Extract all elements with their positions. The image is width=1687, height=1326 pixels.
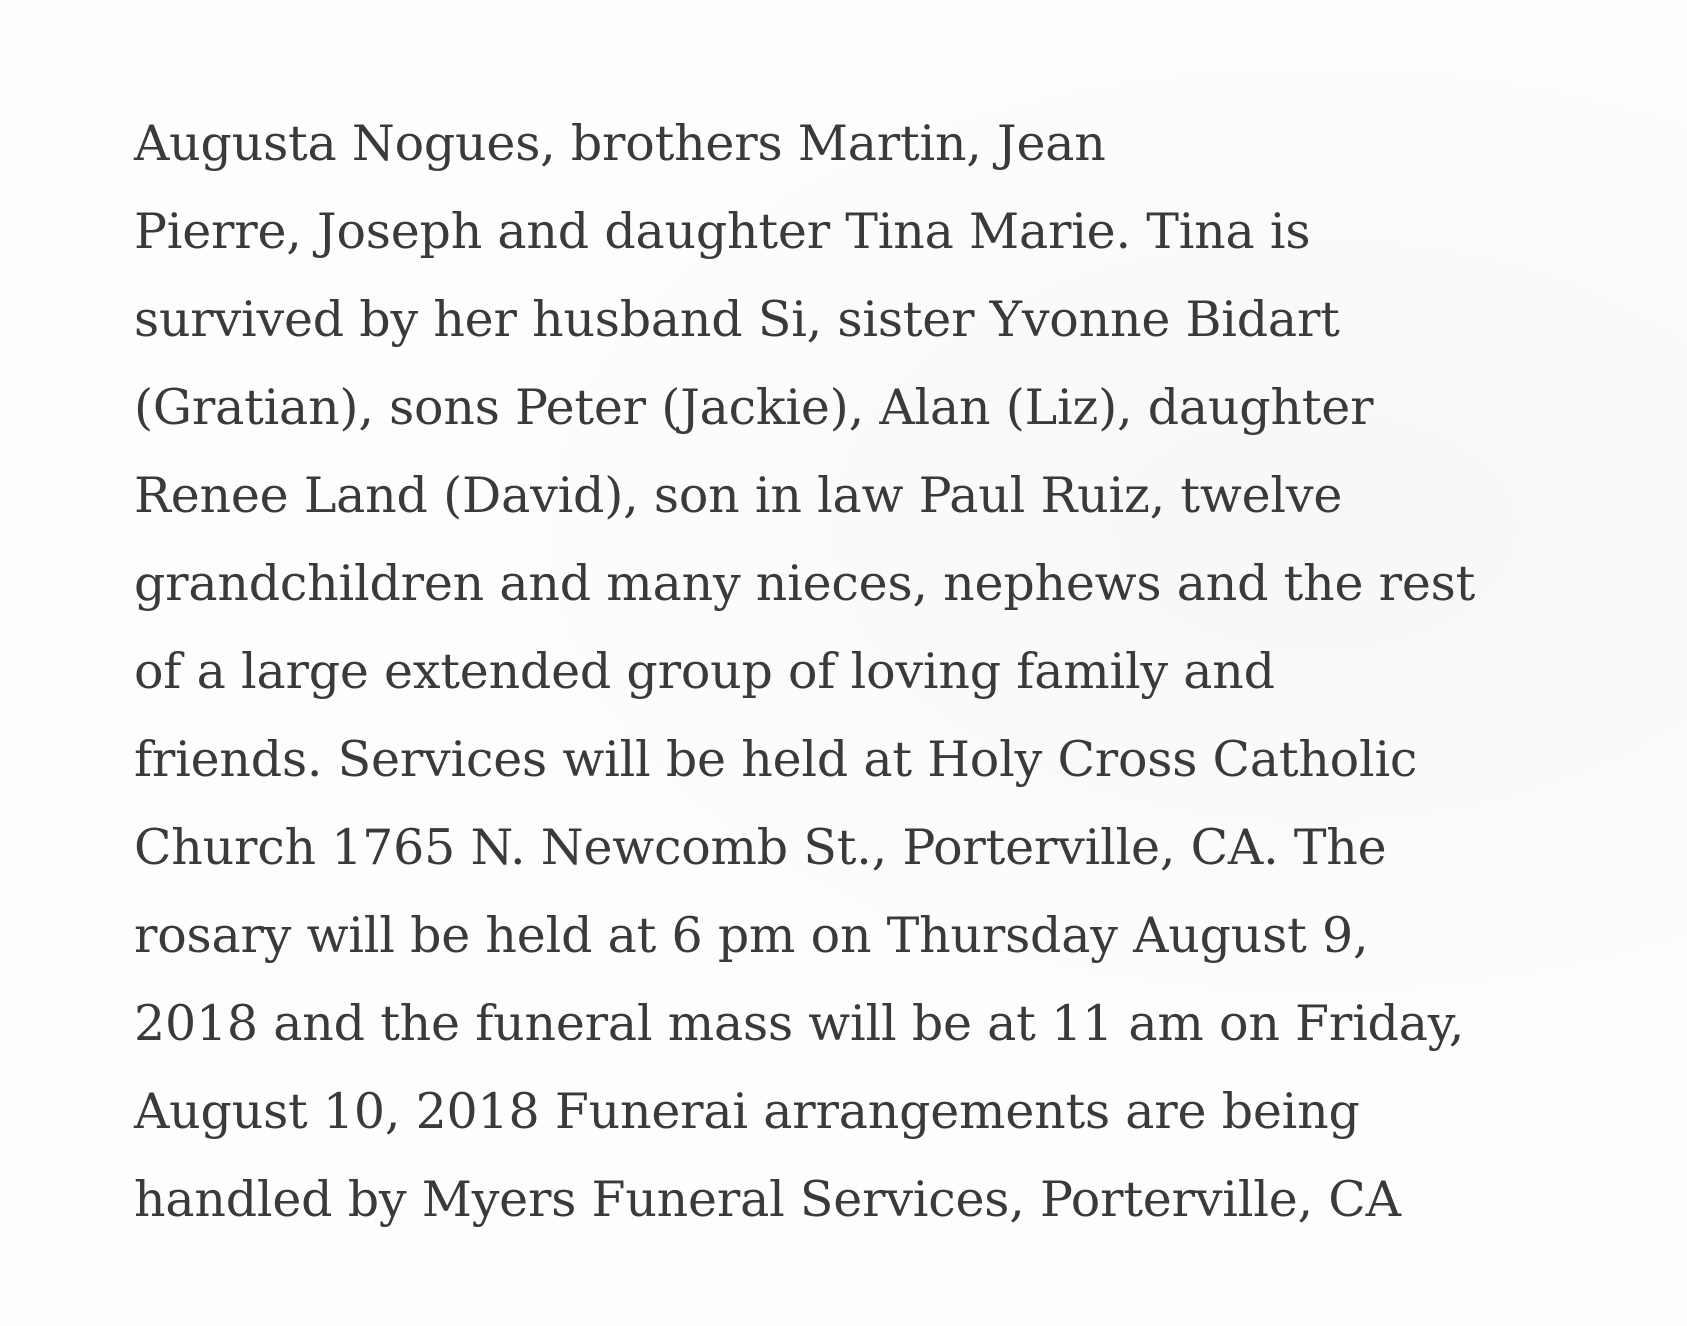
text-line: 2018 and the funeral mass will be at 11 am on Friday, — [134, 995, 1465, 1052]
text-line: August 10, 2018 Funerai arrangements are being — [134, 1083, 1360, 1140]
text-line: grandchildren and many nieces, nephews and the rest — [134, 555, 1476, 612]
text-line: (Gratian), sons Peter (Jackie), Alan (Liz), daughter — [134, 379, 1374, 436]
text-line: Renee Land (David), son in law Paul Ruiz, twelve — [134, 467, 1343, 524]
text-line: Church 1765 N. Newcomb St., Porterville, CA. The — [134, 819, 1387, 876]
text-line: friends. Services will be held at Holy Cross Catholic — [134, 731, 1418, 788]
obituary-text — [134, 100, 1554, 1244]
text-line: rosary will be held at 6 pm on Thursday August 9, — [134, 907, 1369, 964]
text-line: of a large extended group of loving family and — [134, 643, 1275, 700]
text-line: Pierre, Joseph and daughter Tina Marie. Tina is — [134, 203, 1311, 260]
text-line: survived by her husband Si, sister Yvonne Bidart — [134, 291, 1340, 348]
text-line: Augusta Nogues, brothers Martin, Jean — [134, 115, 1106, 172]
text-line: handled by Myers Funeral Services, Porterville, CA — [134, 1171, 1401, 1228]
